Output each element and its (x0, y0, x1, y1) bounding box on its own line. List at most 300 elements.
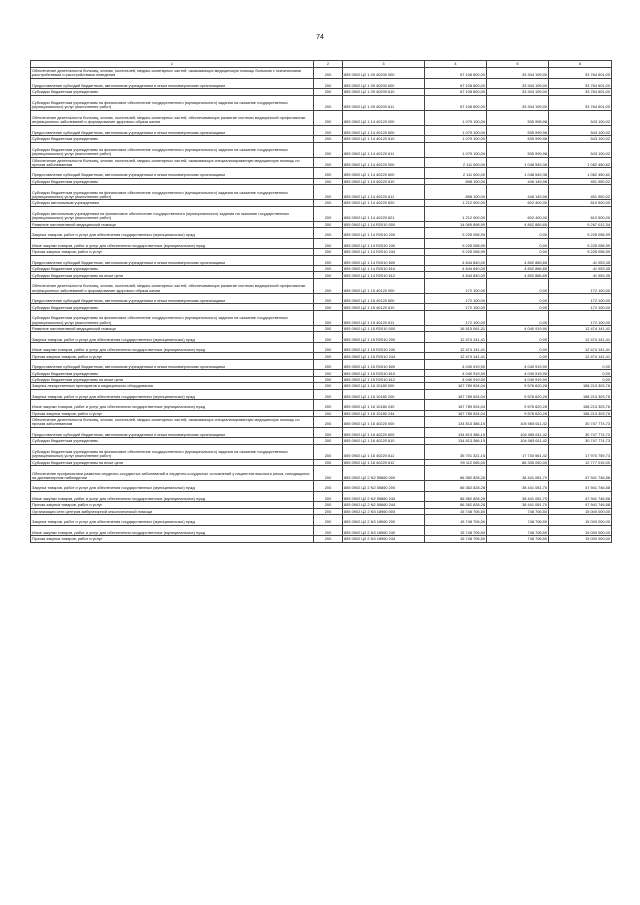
row-classification: 855 0902 Ц2 1 15 R2010 244 (343, 353, 425, 359)
row-amount-col4: 15 748 706,50 (425, 525, 487, 536)
row-amount-col5: 0,00 (487, 293, 549, 304)
row-amount-col4: 898 100,00 (425, 185, 487, 200)
row-amount-col4: 167 789 924,04 (425, 389, 487, 400)
row-amount-col4: 898 100,00 (425, 178, 487, 184)
row-amount-col6: 172 100,00 (549, 278, 612, 293)
row-classification: 855 0902 Ц2 1 15 40120 000 (343, 278, 425, 293)
row-name: Субсидии бюджетным учреждениям (31, 370, 314, 376)
row-name: Субсидии бюджетным учреждениям (31, 136, 314, 142)
row-code: 200 (314, 417, 343, 428)
row-amount-col5: 0,00 (487, 249, 549, 255)
row-amount-col6: 30 747 774,73 (549, 438, 612, 444)
row-amount-col4: 167 789 924,04 (425, 400, 487, 411)
row-amount-col5: 446 149,98 (487, 178, 549, 184)
row-code: 200 (314, 142, 343, 157)
row-amount-col6: 33 764 601,00 (549, 95, 612, 110)
row-amount-col6: 158 213 303,76 (549, 410, 612, 416)
table-row (31, 525, 612, 536)
row-amount-col5: 4 040 919,90 (487, 370, 549, 376)
row-name: Предоставление субсидий бюджетным, автономным учреждениям и иным некоммерческим организациям (31, 125, 314, 136)
row-amount-col5: 86 335 050,00 (487, 459, 549, 465)
table-row (31, 293, 612, 304)
row-amount-col4: 67 108 800,00 (425, 89, 487, 95)
row-code: 200 (314, 310, 343, 325)
row-amount-col5: 17 730 561,42 (487, 444, 549, 459)
row-classification: 855 0902 Ц2 1 15 R2010 240 (343, 342, 425, 353)
row-amount-col6: 41 953,35 (549, 272, 612, 278)
table-row (31, 491, 612, 502)
row-amount-col4: 2 111 000,00 (425, 168, 487, 179)
row-name: Закупка товаров, работ и услуг для обеспечения государственных (муниципальных) нужд (31, 481, 314, 492)
row-code: 200 (314, 359, 343, 370)
row-code: 200 (314, 221, 343, 227)
row-name: Прочая закупка товаров, работ и услуг (31, 410, 314, 416)
row-code: 200 (314, 481, 343, 492)
row-amount-col5: 4 802 886,65 (487, 272, 549, 278)
row-amount-col4: 99 112 065,00 (425, 459, 487, 465)
row-classification: 855 0902 Ц2 1 14 40220 611 (343, 185, 425, 200)
row-amount-col5: 602 400,00 (487, 206, 549, 221)
row-amount-col6: 543 100,02 (549, 125, 612, 136)
header-col-4: 4 (425, 61, 487, 68)
row-amount-col5: 602 400,00 (487, 200, 549, 206)
row-amount-col5: 4 040 919,90 (487, 376, 549, 382)
row-classification: 855 0902 Ц2 2 N2 55860 200 (343, 481, 425, 492)
table-row (31, 400, 612, 411)
table-row (31, 389, 612, 400)
row-classification: 855 0902 Ц2 1 14 40220 620 (343, 200, 425, 206)
row-code: 200 (314, 200, 343, 206)
row-name: Обеспечение профилактики развития сердечно-сосудистых заболеваний и сердечно-сосудистых осложнений у пациентов высокого риска, находящихся на диспансерном наблюдении (31, 466, 314, 481)
table-row (31, 342, 612, 353)
row-code: 200 (314, 110, 343, 125)
row-name: Организация сети центров амбулаторной онкологической помощи (31, 508, 314, 514)
row-classification: 855 0902 Ц2 1 09 40200 610 (343, 89, 425, 95)
row-amount-col4: 172 100,00 (425, 293, 487, 304)
row-code: 200 (314, 502, 343, 508)
row-amount-col5: 748 706,50 (487, 508, 549, 514)
row-code: 200 (314, 427, 343, 438)
row-amount-col5: 33 344 199,00 (487, 89, 549, 95)
row-name: Закупка товаров, работ и услуг для обеспечения государственных (муниципальных) нужд (31, 227, 314, 238)
row-code: 200 (314, 536, 343, 542)
row-amount-col5: 33 344 199,00 (487, 95, 549, 110)
row-amount-col5: 9 576 620,28 (487, 389, 549, 400)
table-row (31, 255, 612, 266)
row-classification: 855 0902 Ц2 1 14 40220 000 (343, 157, 425, 168)
header-col-3: 3 (343, 61, 425, 68)
row-amount-col6: 47 941 746,58 (549, 491, 612, 502)
row-classification: 855 0902 Ц2 1 14 R2010 600 (343, 255, 425, 266)
table-row (31, 481, 612, 492)
row-amount-col6: 12 777 015,00 (549, 459, 612, 465)
row-amount-col5: 38 441 081,70 (487, 491, 549, 502)
row-amount-col6: 12 474 141,41 (549, 353, 612, 359)
row-name: Предоставление субсидий бюджетным, автономным учреждениям и иным некоммерческим организациям (31, 168, 314, 179)
table-row (31, 466, 612, 481)
row-amount-col6: 610 500,00 (549, 206, 612, 221)
row-code: 200 (314, 400, 343, 411)
row-name: Закупка товаров, работ и услуг для обеспечения государственных (муниципальных) нужд (31, 389, 314, 400)
row-amount-col5: 104 065 611,42 (487, 438, 549, 444)
row-amount-col4: 172 100,00 (425, 304, 487, 310)
table-body (31, 68, 612, 543)
row-code: 200 (314, 157, 343, 168)
row-code: 200 (314, 238, 343, 249)
row-name: Развитие паллиативной медицинской помощи (31, 325, 314, 331)
row-code: 200 (314, 332, 343, 343)
row-code: 200 (314, 466, 343, 481)
row-name: Субсидии бюджетным учреждениям (31, 438, 314, 444)
row-code: 200 (314, 370, 343, 376)
row-code: 200 (314, 438, 343, 444)
row-amount-col4: 86 382 828,28 (425, 502, 487, 508)
row-amount-col4: 1 212 900,00 (425, 200, 487, 206)
row-amount-col6: 1 062 450,62 (549, 168, 612, 179)
row-classification: 855 0902 Ц2 1 16 40220 600 (343, 427, 425, 438)
row-code: 200 (314, 304, 343, 310)
row-classification: 855 0902 Ц2 2 N2 55860 240 (343, 491, 425, 502)
table-row (31, 125, 612, 136)
row-amount-col6: 610 500,00 (549, 200, 612, 206)
row-code: 200 (314, 525, 343, 536)
row-amount-col5: 0,00 (487, 310, 549, 325)
row-classification: 855 0902 Ц2 1 14 40220 621 (343, 206, 425, 221)
row-name: Предоставление субсидий бюджетным, автономным учреждениям и иным некоммерческим организациям (31, 427, 314, 438)
row-amount-col4: 16 515 061,31 (425, 325, 487, 331)
row-classification: 855 0902 Ц2 1 14 40220 610 (343, 178, 425, 184)
row-name: Обеспечение деятельности больниц, клиник, госпиталей, медико-санитарных частей, оказывающих специализированную медицинскую помощь по прочим заболеваниям (31, 417, 314, 428)
row-classification: 855 0902 Ц2 1 09 40200 000 (343, 68, 425, 79)
page-number: 74 (316, 34, 324, 41)
row-amount-col4: 1 079 100,00 (425, 110, 487, 125)
table-row (31, 68, 612, 79)
row-code: 200 (314, 266, 343, 272)
row-amount-col4: 2 111 000,00 (425, 157, 487, 168)
row-amount-col4: 4 844 840,00 (425, 255, 487, 266)
row-amount-col5: 1 048 549,38 (487, 157, 549, 168)
row-name: Обеспечение деятельности больниц, клиник, госпиталей, медико-санитарных частей, оказывающих специализированную медицинскую помощь по прочим заболеваниям (31, 157, 314, 168)
row-code: 200 (314, 185, 343, 200)
table-row (31, 359, 612, 370)
row-classification: 855 0902 Ц2 1 14 R2010 240 (343, 238, 425, 249)
row-amount-col5: 4 040 919,90 (487, 359, 549, 370)
row-name: Иные закупки товаров, работ и услуг для обеспечения государственных (муниципальных) нужд (31, 491, 314, 502)
row-amount-col6: 543 100,02 (549, 110, 612, 125)
header-col-1: 1 (31, 61, 314, 68)
row-amount-col6: 12 474 141,41 (549, 325, 612, 331)
row-amount-col6: 0,00 (549, 376, 612, 382)
row-amount-col4: 167 789 924,04 (425, 383, 487, 389)
row-amount-col6: 9 225 058,99 (549, 238, 612, 249)
row-name: Субсидии автономным учреждениям на финансовое обеспечение государственного (муниципального) задания на оказание государственных (муниципальных) услуг (выполнение работ) (31, 206, 314, 221)
row-name: Субсидии бюджетным учреждениям на финансовое обеспечение государственного (муниципального) задания на оказание государственных (муниципальных) услуг (выполнение работ) (31, 444, 314, 459)
row-amount-col5: 748 706,50 (487, 536, 549, 542)
row-amount-col6: 451 950,02 (549, 178, 612, 184)
row-amount-col4: 9 225 058,99 (425, 249, 487, 255)
row-amount-col6: 12 474 141,41 (549, 332, 612, 343)
row-name: Иные закупки товаров, работ и услуг для обеспечения государственных (муниципальных) нужд (31, 400, 314, 411)
row-amount-col6: 17 970 759,73 (549, 444, 612, 459)
row-code: 200 (314, 89, 343, 95)
row-amount-col4: 15 748 706,50 (425, 536, 487, 542)
row-amount-col5: 4 802 885,65 (487, 221, 549, 227)
row-name: Субсидии бюджетным учреждениям (31, 89, 314, 95)
row-code: 200 (314, 508, 343, 514)
row-amount-col5: 9 576 620,28 (487, 383, 549, 389)
row-amount-col5: 748 706,50 (487, 515, 549, 526)
header-col-2: 2 (314, 61, 343, 68)
row-classification: 855 0902 Ц2 1 16 10180 200 (343, 389, 425, 400)
row-name: Прочая закупка товаров, работ и услуг (31, 249, 314, 255)
row-classification: 855 0902 Ц2 1 14 R2010 244 (343, 249, 425, 255)
row-amount-col6: 451 950,02 (549, 185, 612, 200)
row-amount-col5: 0,00 (487, 227, 549, 238)
row-classification: 855 0902 Ц2 2 N3 18960 244 (343, 536, 425, 542)
row-amount-col4: 4 844 840,00 (425, 272, 487, 278)
row-code: 200 (314, 410, 343, 416)
row-amount-col5: 0,00 (487, 353, 549, 359)
table-row (31, 78, 612, 89)
row-code: 200 (314, 272, 343, 278)
row-amount-col6: 9 225 058,99 (549, 249, 612, 255)
row-amount-col4: 4 040 919,90 (425, 359, 487, 370)
row-amount-col6: 543 100,02 (549, 142, 612, 157)
table-row (31, 417, 612, 428)
row-classification: 855 0902 Ц2 2 N2 55860 244 (343, 502, 425, 508)
row-amount-col5: 446 149,98 (487, 185, 549, 200)
row-code: 200 (314, 293, 343, 304)
row-code: 200 (314, 491, 343, 502)
row-amount-col4: 67 108 800,00 (425, 78, 487, 89)
row-amount-col5: 4 802 885,65 (487, 255, 549, 266)
row-code: 200 (314, 515, 343, 526)
row-classification: 855 0902 Ц2 1 16 10180 244 (343, 410, 425, 416)
row-name: Субсидии бюджетным учреждениям на финансовое обеспечение государственного (муниципального) задания на оказание государственных (муниципальных) услуг (выполнение работ) (31, 185, 314, 200)
row-amount-col4: 12 474 141,41 (425, 353, 487, 359)
row-amount-col5: 0,00 (487, 238, 549, 249)
row-amount-col4: 15 748 706,50 (425, 515, 487, 526)
row-name: Закупка товаров, работ и услуг для обеспечения государственных (муниципальных) нужд (31, 332, 314, 343)
table-row (31, 515, 612, 526)
row-amount-col4: 15 748 706,50 (425, 508, 487, 514)
row-amount-col4: 4 040 919,90 (425, 370, 487, 376)
table-row (31, 444, 612, 459)
row-amount-col5: 0,00 (487, 304, 549, 310)
row-classification: 855 0902 Ц2 1 15 40120 610 (343, 304, 425, 310)
table-row (31, 332, 612, 343)
row-amount-col4: 14 069 898,99 (425, 221, 487, 227)
row-classification: 855 0902 Ц2 1 15 R2010 200 (343, 332, 425, 343)
row-amount-col6: 33 764 601,00 (549, 89, 612, 95)
row-classification: 855 0902 Ц2 1 16 10180 240 (343, 400, 425, 411)
row-classification: 855 0902 Ц2 2 N3 18960 240 (343, 525, 425, 536)
row-code: 200 (314, 389, 343, 400)
row-name: Иные закупки товаров, работ и услуг для обеспечения государственных (муниципальных) нужд (31, 238, 314, 249)
row-name: Субсидии бюджетным учреждениям на финансовое обеспечение государственного (муниципального) задания на оказание государственных (муниципальных) услуг (выполнение работ) (31, 142, 314, 157)
row-amount-col5: 38 441 081,70 (487, 466, 549, 481)
row-amount-col6: 172 100,00 (549, 293, 612, 304)
row-classification: 855 0902 Ц2 1 14 40120 600 (343, 125, 425, 136)
row-amount-col5: 38 441 081,70 (487, 502, 549, 508)
row-code: 200 (314, 383, 343, 389)
row-amount-col4: 134 813 386,15 (425, 438, 487, 444)
row-name: Субсидии автономным учреждениям (31, 200, 314, 206)
row-amount-col6: 33 764 601,00 (549, 78, 612, 89)
table-row (31, 238, 612, 249)
row-code: 200 (314, 376, 343, 382)
row-amount-col5: 748 706,50 (487, 525, 549, 536)
row-code: 200 (314, 444, 343, 459)
row-classification: 855 0902 Ц2 1 14 R2010 612 (343, 272, 425, 278)
row-amount-col4: 167 789 924,04 (425, 410, 487, 416)
row-name: Предоставление субсидий бюджетным, автономным учреждениям и иным некоммерческим организациям (31, 255, 314, 266)
row-amount-col6: 9 225 058,99 (549, 227, 612, 238)
row-amount-col5: 9 576 620,28 (487, 400, 549, 411)
row-name: Обеспечение деятельности больниц, клиник, госпиталей, медико-санитарных частей, обеспечивающих развитие системы медицинской профилактики инфекционных заболеваний и формирование здорового образа жизни (31, 110, 314, 125)
row-classification: 855 0902 Ц2 1 14 40220 600 (343, 168, 425, 179)
row-amount-col4: 9 225 058,99 (425, 238, 487, 249)
row-amount-col5: 4 802 886,65 (487, 266, 549, 272)
table-row (31, 142, 612, 157)
row-amount-col4: 67 108 800,00 (425, 95, 487, 110)
row-name: Субсидии бюджетным учреждениям на финансовое обеспечение государственного (муниципального) задания на оказание государственных (муниципальных) услуг (выполнение работ) (31, 95, 314, 110)
row-amount-col4: 86 382 828,28 (425, 466, 487, 481)
table-row (31, 427, 612, 438)
row-code: 200 (314, 227, 343, 238)
row-amount-col5: 535 999,98 (487, 125, 549, 136)
row-amount-col6: 0,00 (549, 359, 612, 370)
row-amount-col6: 158 213 303,76 (549, 383, 612, 389)
row-code: 200 (314, 168, 343, 179)
row-name: Субсидии бюджетным учреждениям (31, 266, 314, 272)
row-amount-col4: 4 844 840,00 (425, 266, 487, 272)
row-amount-col6: 158 213 303,76 (549, 400, 612, 411)
row-code: 200 (314, 68, 343, 79)
row-amount-col6: 12 474 141,41 (549, 342, 612, 353)
row-amount-col4: 86 382 828,28 (425, 481, 487, 492)
row-code: 200 (314, 78, 343, 89)
row-classification: 855 0902 Ц2 1 15 R2010 612 (343, 376, 425, 382)
row-name: Субсидии бюджетным учреждениям (31, 304, 314, 310)
row-classification: 855 0902 Ц2 1 09 40200 600 (343, 78, 425, 89)
row-name: Предоставление субсидий бюджетным, автономным учреждениям и иным некоммерческим организациям (31, 78, 314, 89)
row-amount-col4: 9 225 058,99 (425, 227, 487, 238)
row-code: 200 (314, 459, 343, 465)
row-code: 200 (314, 95, 343, 110)
row-amount-col4: 12 474 141,41 (425, 342, 487, 353)
row-classification: 855 0902 Ц2 1 15 R2010 610 (343, 370, 425, 376)
row-classification: 855 0902 Ц2 1 16 10180 000 (343, 383, 425, 389)
row-amount-col4: 1 079 100,00 (425, 125, 487, 136)
row-amount-col6: 47 941 746,58 (549, 466, 612, 481)
budget-table (30, 60, 612, 543)
row-amount-col6: 15 000 000,00 (549, 525, 612, 536)
row-amount-col5: 104 065 611,42 (487, 427, 549, 438)
table-row (31, 110, 612, 125)
row-amount-col4: 35 701 321,15 (425, 444, 487, 459)
row-name: Субсидии бюджетным учреждениям на иные цели (31, 376, 314, 382)
table-row (31, 278, 612, 293)
row-amount-col4: 172 100,00 (425, 310, 487, 325)
row-classification: 855 0902 Ц2 2 N3 18960 000 (343, 508, 425, 514)
row-amount-col6: 41 953,35 (549, 266, 612, 272)
row-amount-col5: 1 048 549,38 (487, 168, 549, 179)
row-name: Обеспечение деятельности больниц, клиник, госпиталей, медико-санитарных частей, оказывающих медицинскую помощь больным с психическими расстройствами и расстройствами поведения (31, 68, 314, 79)
row-amount-col5: 4 040 919,90 (487, 325, 549, 331)
row-amount-col6: 15 000 000,00 (549, 508, 612, 514)
row-amount-col6: 30 747 774,73 (549, 417, 612, 428)
row-name: Субсидии бюджетным учреждениям на иные цели (31, 459, 314, 465)
row-amount-col6: 33 764 601,00 (549, 68, 612, 79)
table-row (31, 536, 612, 542)
row-amount-col6: 172 100,00 (549, 304, 612, 310)
row-code: 200 (314, 249, 343, 255)
row-amount-col5: 104 065 611,42 (487, 417, 549, 428)
row-name: Предоставление субсидий бюджетным, автономным учреждениям и иным некоммерческим организациям (31, 359, 314, 370)
row-amount-col4: 67 108 800,00 (425, 68, 487, 79)
row-code: 200 (314, 353, 343, 359)
row-amount-col5: 0,00 (487, 332, 549, 343)
row-name: Иные закупки товаров, работ и услуг для обеспечения государственных (муниципальных) нужд (31, 525, 314, 536)
row-classification: 855 0902 Ц2 1 14 40120 611 (343, 142, 425, 157)
row-classification: 855 0902 Ц2 1 16 40220 000 (343, 417, 425, 428)
row-code: 200 (314, 325, 343, 331)
row-code: 200 (314, 278, 343, 293)
row-classification: 855 0902 Ц2 1 16 40220 611 (343, 444, 425, 459)
row-classification: 855 0902 Ц2 1 14 R2010 000 (343, 221, 425, 227)
row-amount-col6: 1 062 450,62 (549, 157, 612, 168)
row-name: Прочая закупка товаров, работ и услуг (31, 536, 314, 542)
row-name: Субсидии бюджетным учреждениям на иные цели (31, 272, 314, 278)
table-row (31, 185, 612, 200)
row-name: Прочая закупка товаров, работ и услуг (31, 353, 314, 359)
row-classification: 855 0902 Ц2 1 15 40120 611 (343, 310, 425, 325)
table-row (31, 95, 612, 110)
table-row (31, 206, 612, 221)
row-amount-col6: 41 953,35 (549, 255, 612, 266)
row-classification: 855 0902 Ц2 1 14 40120 610 (343, 136, 425, 142)
row-classification: 855 0902 Ц2 1 09 40200 611 (343, 95, 425, 110)
row-name: Прочая закупка товаров, работ и услуг (31, 502, 314, 508)
row-amount-col5: 535 998,98 (487, 110, 549, 125)
row-amount-col4: 86 382 828,28 (425, 491, 487, 502)
table-row (31, 168, 612, 179)
row-code: 200 (314, 255, 343, 266)
row-name: Предоставление субсидий бюджетным, автономным учреждениям и иным некоммерческим организациям (31, 293, 314, 304)
row-classification: 855 0902 Ц2 2 N3 18960 200 (343, 515, 425, 526)
table-row (31, 310, 612, 325)
row-amount-col4: 1 079 100,00 (425, 136, 487, 142)
row-classification: 855 0902 Ц2 1 16 40220 610 (343, 438, 425, 444)
row-classification: 855 0902 Ц2 1 15 R2010 000 (343, 325, 425, 331)
row-classification: 855 0902 Ц2 1 15 40120 600 (343, 293, 425, 304)
row-amount-col5: 535 999,98 (487, 142, 549, 157)
row-amount-col6: 158 213 303,76 (549, 389, 612, 400)
row-code: 200 (314, 178, 343, 184)
row-amount-col6: 172 100,00 (549, 310, 612, 325)
row-amount-col4: 1 079 100,00 (425, 142, 487, 157)
row-name: Иные закупки товаров, работ и услуг для обеспечения государственных (муниципальных) нужд (31, 342, 314, 353)
row-amount-col5: 0,00 (487, 278, 549, 293)
row-name: Субсидии бюджетным учреждениям (31, 178, 314, 184)
row-amount-col6: 47 941 746,58 (549, 481, 612, 492)
row-amount-col5: 33 344 199,00 (487, 68, 549, 79)
row-classification: 855 0902 Ц2 1 15 R2010 600 (343, 359, 425, 370)
row-name: Обеспечение деятельности больниц, клиник, госпиталей, медико-санитарных частей, обеспечивающих развитие системы медицинской профилактики инфекционных заболеваний и формирование здорового образа жизни (31, 278, 314, 293)
row-amount-col5: 9 576 620,28 (487, 410, 549, 416)
row-name: Развитие паллиативной медицинской помощи (31, 221, 314, 227)
